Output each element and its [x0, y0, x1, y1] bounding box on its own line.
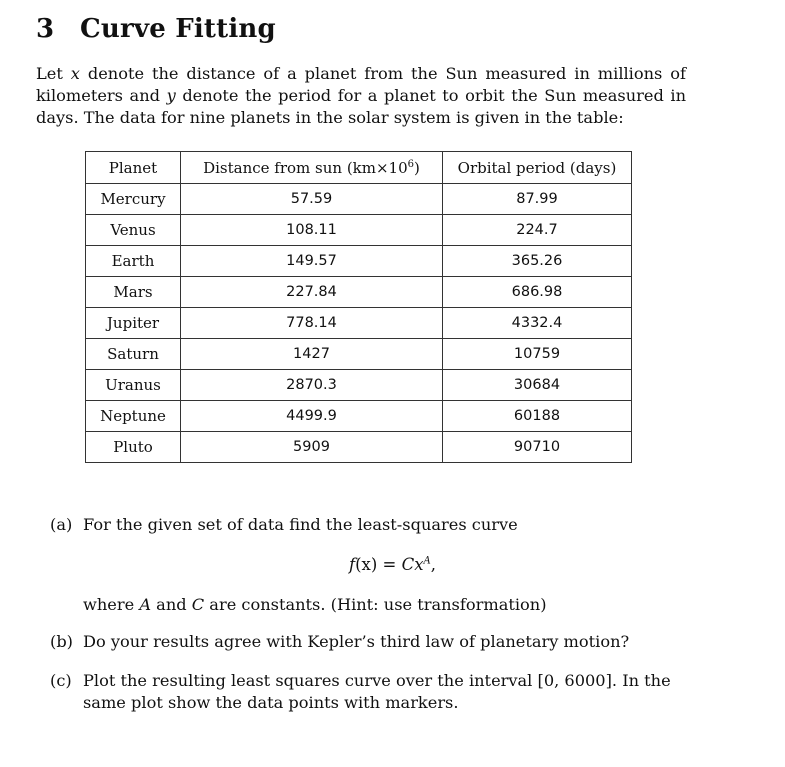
part-c-line-1: Plot the resulting least squares curve over the interval [0, 6000]. In the — [83, 671, 671, 690]
planet-data-table — [85, 151, 632, 463]
part-a — [50, 514, 518, 536]
header-distance — [181, 152, 443, 184]
cell-period: 365.26 — [443, 246, 632, 277]
formula-cx: Cx — [401, 555, 424, 574]
part-a-hint — [83, 595, 547, 614]
cell-distance: 227.84 — [181, 277, 443, 308]
cell-planet: Neptune — [86, 401, 181, 432]
cell-period: 87.99 — [443, 184, 632, 215]
cell-distance: 1427 — [181, 339, 443, 370]
cell-period: 30684 — [443, 370, 632, 401]
cell-distance: 778.14 — [181, 308, 443, 339]
section-title: Curve Fitting — [80, 14, 276, 44]
hint-var-a: A — [139, 595, 152, 614]
cell-planet: Venus — [86, 215, 181, 246]
table-row — [86, 432, 632, 463]
part-a-text: For the given set of data find the least-squares curve — [83, 515, 518, 534]
cell-distance: 108.11 — [181, 215, 443, 246]
table-row — [86, 370, 632, 401]
cell-period: 10759 — [443, 339, 632, 370]
cell-period: 686.98 — [443, 277, 632, 308]
table-header-row — [86, 152, 632, 184]
part-b-label: (b) — [50, 632, 73, 651]
cell-period: 90710 — [443, 432, 632, 463]
part-c — [50, 670, 690, 714]
formula-comma: , — [430, 555, 437, 574]
section-heading — [36, 14, 276, 44]
intro-text-3: denote the period for a planet to orbit the Sun measured in days. The data for nine planets in the solar system is given in the table: — [36, 86, 687, 127]
header-distance-exponent: 6 — [407, 158, 415, 170]
part-c-line-2: same plot show the data points with markers. — [83, 693, 459, 712]
part-c-label: (c) — [50, 671, 72, 690]
intro-var-x: x — [70, 64, 80, 83]
intro-paragraph — [36, 63, 686, 129]
cell-distance: 4499.9 — [181, 401, 443, 432]
cell-planet: Jupiter — [86, 308, 181, 339]
cell-distance: 149.57 — [181, 246, 443, 277]
hint-var-c: C — [191, 595, 205, 614]
cell-planet: Mars — [86, 277, 181, 308]
part-a-label: (a) — [50, 515, 73, 534]
cell-planet: Mercury — [86, 184, 181, 215]
cell-planet: Pluto — [86, 432, 181, 463]
table-row — [86, 277, 632, 308]
part-b-text: Do your results agree with Kepler’s third law of planetary motion? — [83, 632, 630, 651]
intro-text-1: Let — [36, 64, 71, 83]
cell-distance: 2870.3 — [181, 370, 443, 401]
formula-arg: (x) — [355, 555, 378, 574]
hint-text-1: where — [83, 595, 140, 614]
formula-f: f — [348, 555, 356, 574]
header-distance-close: ) — [414, 158, 420, 177]
table-row — [86, 246, 632, 277]
intro-text-2: denote the distance of a planet from the Sun measured in millions of kilometers and — [36, 64, 686, 105]
cell-planet: Uranus — [86, 370, 181, 401]
table-body — [86, 184, 632, 463]
table-row — [86, 339, 632, 370]
cell-period: 224.7 — [443, 215, 632, 246]
header-period: Orbital period (days) — [443, 152, 632, 184]
header-planet: Planet — [86, 152, 181, 184]
cell-period: 4332.4 — [443, 308, 632, 339]
table-row — [86, 308, 632, 339]
table-row — [86, 215, 632, 246]
formula — [0, 555, 785, 574]
intro-var-y: y — [166, 86, 176, 105]
hint-text-2: and — [151, 595, 192, 614]
formula-equals: = — [377, 555, 402, 574]
cell-distance: 5909 — [181, 432, 443, 463]
cell-planet: Earth — [86, 246, 181, 277]
section-number: 3 — [36, 14, 55, 44]
cell-planet: Saturn — [86, 339, 181, 370]
formula-exponent: A — [423, 555, 431, 567]
cell-distance: 57.59 — [181, 184, 443, 215]
cell-period: 60188 — [443, 401, 632, 432]
part-b — [50, 631, 629, 653]
table-row — [86, 401, 632, 432]
table-row — [86, 184, 632, 215]
header-distance-text: Distance from sun (km×10 — [203, 158, 408, 177]
hint-text-3: are constants. (Hint: use transformation) — [204, 595, 547, 614]
